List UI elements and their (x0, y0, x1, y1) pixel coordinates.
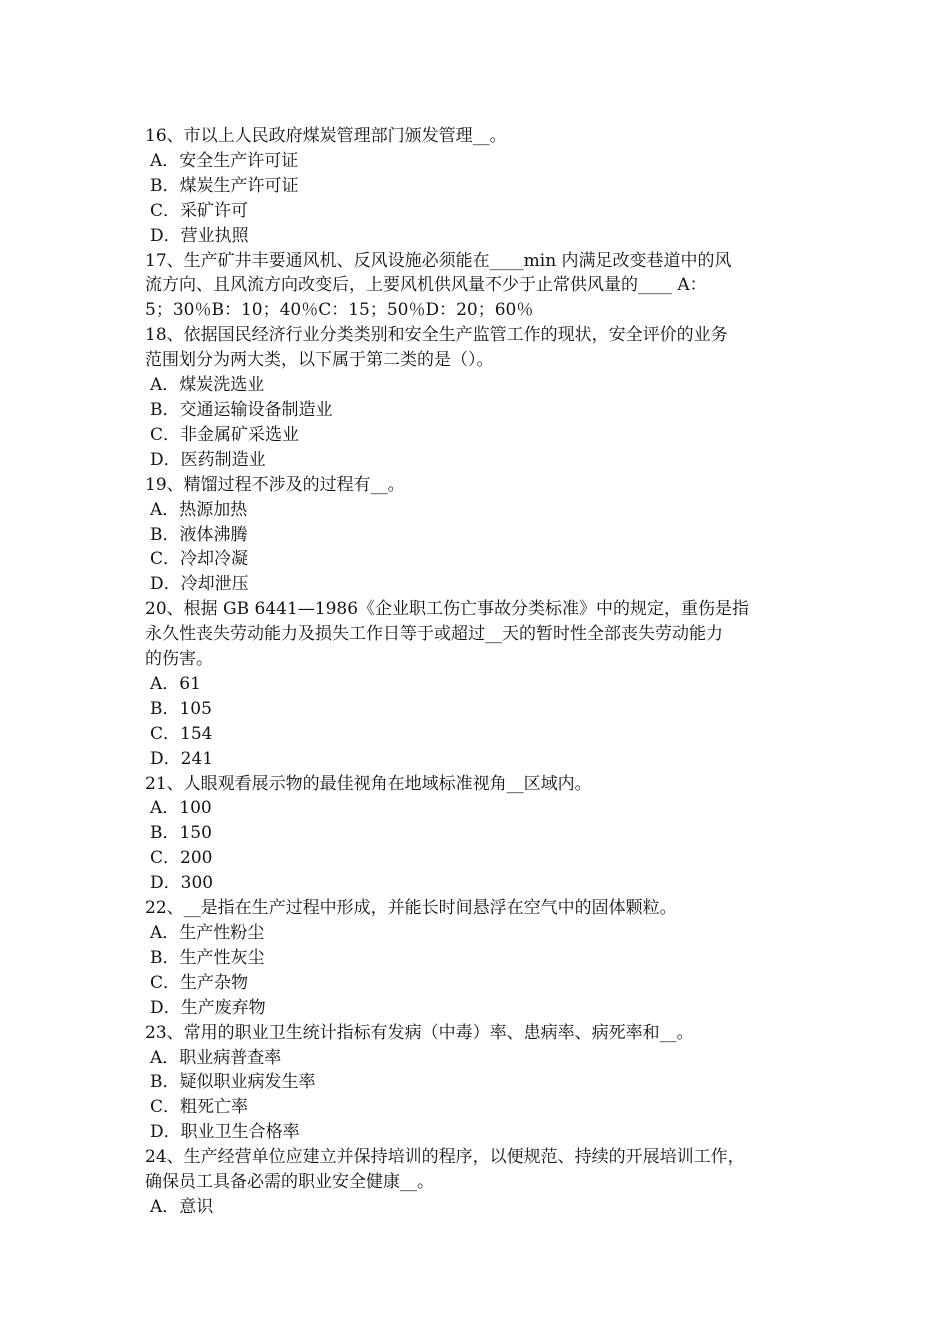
answer-option: D．生产废弃物 (150, 997, 266, 1018)
question-text-line: 20、根据 GB 6441—1986《企业职工伤亡事故分类标准》中的规定，重伤是指 (145, 599, 750, 620)
question-text-line: 5；30％B：10；40％C：15；50％D：20；60％ (145, 300, 534, 321)
answer-option: D．营业执照 (150, 225, 249, 246)
answer-option: B．生产性灰尘 (150, 947, 265, 968)
answer-option: A．61 (150, 673, 201, 694)
answer-option: C．采矿许可 (150, 200, 249, 221)
answer-option: A．煤炭洗选业 (150, 375, 265, 396)
answer-option: C．200 (150, 848, 213, 869)
question-text-line: 21、人眼观看展示物的最佳视角在地域标准视角__区域内。 (145, 773, 592, 794)
document-page (145, 124, 815, 1220)
question-text-line: 22、__是指在生产过程中形成，并能长时间悬浮在空气中的固体颗粒。 (145, 898, 677, 919)
question-text-line: 17、生产矿井丰要通风机、反风设施必须能在____min 内满足改变巷道中的风 (145, 250, 732, 271)
answer-option: B．105 (150, 698, 212, 719)
answer-option: B．交通运输设备制造业 (150, 399, 333, 420)
answer-option: A．100 (150, 798, 212, 819)
question-text-line: 永久性丧失劳动能力及损失工作日等于或超过__天的暂时性全部丧失劳动能力 (145, 624, 723, 645)
answer-option: D．职业卫生合格率 (150, 1122, 300, 1143)
answer-option: A．职业病普查率 (150, 1047, 282, 1068)
answer-option: D．冷却泄压 (150, 574, 249, 595)
question-text-line: 确保员工具备必需的职业安全健康__。 (145, 1172, 434, 1193)
question-text-line: 24、生产经营单位应建立并保持培训的程序，以便规范、持续的开展培训工作， (145, 1147, 745, 1168)
answer-option: D．300 (150, 873, 214, 894)
answer-option: B．液体沸腾 (150, 524, 248, 545)
answer-option: B．煤炭生产许可证 (150, 175, 299, 196)
answer-option: A．安全生产许可证 (150, 150, 299, 171)
answer-option: C．非金属矿采选业 (150, 424, 300, 445)
answer-option: D．241 (150, 748, 214, 769)
question-text-line: 18、依据国民经济行业分类类别和安全生产监管工作的现状，安全评价的业务 (145, 325, 728, 346)
question-text-line: 流方向、且风流方向改变后，上要风机供风量不少于止常供风量的____ A： (145, 275, 707, 296)
question-text-line: 范围划分为两大类，以下属于第二类的是（）。 (145, 350, 494, 371)
answer-option: C．生产杂物 (150, 972, 249, 993)
answer-option: D．医药制造业 (150, 449, 266, 470)
answer-option: A．热源加热 (150, 499, 248, 520)
question-text-line: 23、常用的职业卫生统计指标有发病（中毒）率、患病率、病死率和__。 (145, 1022, 694, 1043)
answer-option: A．意识 (150, 1196, 214, 1217)
answer-option: A．生产性粉尘 (150, 923, 265, 943)
answer-option: B．疑似职业病发生率 (150, 1072, 316, 1093)
question-text-line: 16、市以上人民政府煤炭管理部门颁发管理__。 (145, 126, 507, 146)
answer-option: B．150 (150, 823, 212, 844)
answer-option: C．粗死亡率 (150, 1097, 249, 1118)
answer-option: C．冷却冷凝 (150, 549, 249, 570)
answer-option: C．154 (150, 723, 213, 744)
question-text-line: 19、精馏过程不涉及的过程有__。 (145, 474, 405, 495)
question-text-line: 的伤害。 (145, 649, 213, 670)
